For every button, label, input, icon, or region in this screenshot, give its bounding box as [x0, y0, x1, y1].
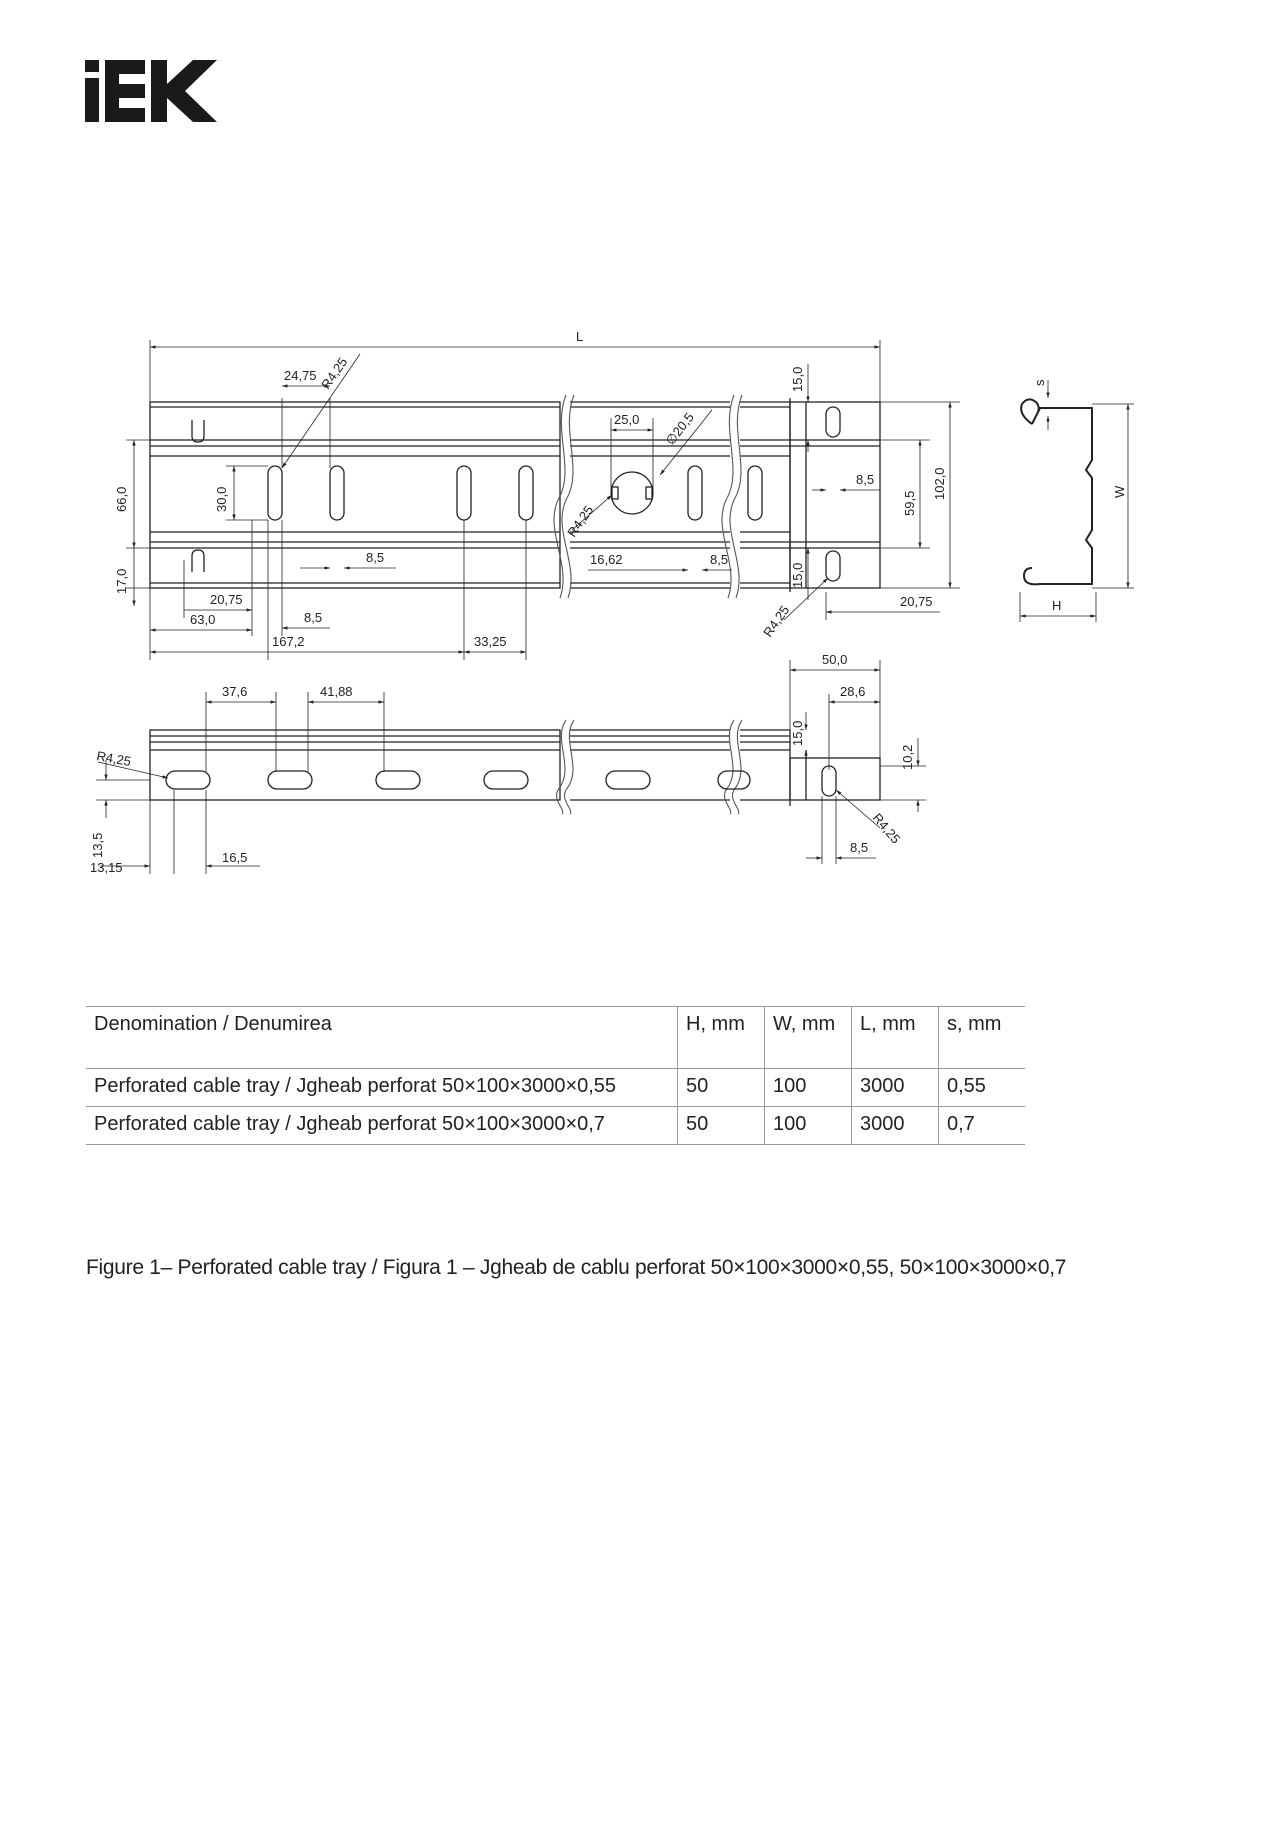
figure-caption: Figure 1– Perforated cable tray / Figura 1 – Jgheab de cablu perforat 50×100×3000×0,55, 50×100×3000×0,7 [86, 1256, 1067, 1279]
table-row [86, 1069, 1025, 1107]
dim-15-0-bottom: 15,0 [790, 562, 805, 588]
dim-50-0: 50,0 [822, 652, 848, 667]
dim-167-2: 167,2 [272, 634, 305, 649]
dim-r-mid: R4,25 [564, 502, 597, 540]
table-row [86, 1107, 1025, 1145]
cell-s: 0,55 [939, 1069, 1026, 1107]
dim-24-75: 24,75 [284, 368, 317, 383]
dim-r-bottom: R4,25 [760, 602, 793, 640]
dim-28-6: 28,6 [840, 684, 866, 699]
profile-h-label: H [1052, 598, 1062, 613]
cell-w: 100 [765, 1107, 852, 1145]
dim-13-15: 13,15 [90, 860, 123, 875]
cell-w: 100 [765, 1069, 852, 1107]
dim-59-5: 59,5 [902, 490, 917, 516]
dim-10-2: 10,2 [900, 744, 915, 770]
dim-25-0: 25,0 [614, 412, 640, 427]
dim-16-5: 16,5 [222, 850, 248, 865]
dim-37-6: 37,6 [222, 684, 248, 699]
dim-33-25: 33,25 [474, 634, 507, 649]
dim-16-62: 16,62 [590, 552, 623, 567]
specification-table [86, 1006, 1025, 1145]
cross-section-profile [1020, 379, 1134, 622]
dim-41-88: 41,88 [320, 684, 353, 699]
header-l: L, mm [852, 1007, 939, 1069]
cell-l: 3000 [852, 1069, 939, 1107]
cell-h: 50 [678, 1107, 765, 1145]
dim-20-75-left: 20,75 [210, 592, 243, 607]
profile-w-label: W [1112, 485, 1127, 498]
table-header-row [86, 1007, 1025, 1069]
profile-s-label: s [1032, 379, 1047, 386]
side-view [90, 652, 926, 875]
dim-r-right: R4,25 [869, 810, 904, 847]
dim-8-5-right: 8,5 [856, 472, 875, 487]
dim-length-label: L [576, 329, 584, 344]
dim-8-5-low: 8,5 [304, 610, 323, 625]
dim-r-left: R4,25 [95, 748, 133, 769]
dim-8-5-left: 8,5 [366, 550, 385, 565]
header-h: H, mm [678, 1007, 765, 1069]
cell-denomination: Perforated cable tray / Jgheab perforat 50×100×3000×0,7 [94, 1113, 605, 1135]
dim-17-0: 17,0 [114, 568, 129, 594]
dim-20-75-right: 20,75 [900, 594, 933, 609]
dim-66-0: 66,0 [114, 486, 129, 512]
header-w: W, mm [765, 1007, 852, 1069]
dim-8-5-side: 8,5 [850, 840, 869, 855]
dim-r-top: R4,25 [318, 354, 351, 392]
dim-15-0-top: 15,0 [790, 366, 805, 392]
header-denomination: Denomination / Denumirea [94, 1013, 332, 1035]
dim-13-5: 13,5 [90, 832, 105, 858]
cell-l: 3000 [852, 1107, 939, 1145]
dim-30-0: 30,0 [214, 486, 229, 512]
technical-drawing [0, 0, 1280, 900]
cell-denomination: Perforated cable tray / Jgheab perforat 50×100×3000×0,55 [94, 1075, 617, 1097]
top-view [114, 329, 960, 660]
cell-s: 0,7 [939, 1107, 1026, 1145]
dim-8-5-mid: 8,5 [710, 552, 729, 567]
dim-102-0: 102,0 [932, 467, 947, 500]
dim-63-0: 63,0 [190, 612, 216, 627]
cell-h: 50 [678, 1069, 765, 1107]
header-s: s, mm [939, 1007, 1026, 1069]
dim-diameter: ∅20,5 [662, 409, 697, 448]
dim-15-0-side: 15,0 [790, 720, 805, 746]
